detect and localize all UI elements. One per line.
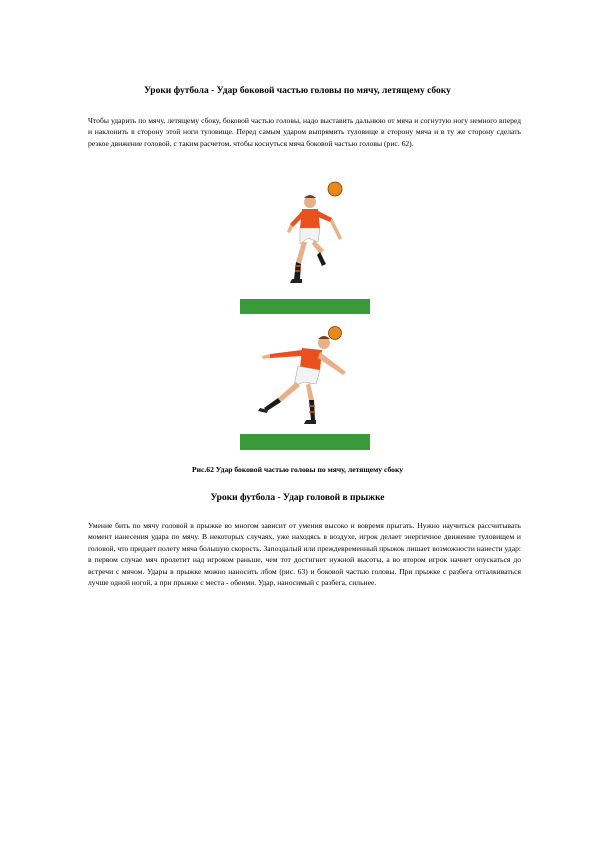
ball — [328, 182, 342, 196]
player-shirt — [300, 348, 322, 370]
article-paragraph: Умение бить по мячу головой в прыжке во многом зависит от умения высоко и вовремя прыгать. Нужно научиться рассчитывать момент нанесения удара по мячу. В некоторых случаях, уже находясь в воздухе, игрок делает энергичное движение туловищем и головой, что придает полету мяча большую скорость. Запоздалый или преждевременный прыжок лишает возможности нанести удар: в первом случае мяч пролетит над игроком раньше, чем тот достигнет нужной высоты, а во втором игрок начнет опускаться до встречи с мячом. Удары в прыжке можно наносить лбом (рис. 63) и боковой частью головы. При прыжке с разбега отталкиваться лучше одной ногой, а при прыжке с места - обеими. Удар, наносимый с разбега, сильнее. — [88, 521, 521, 588]
article-title: Уроки футбола - Удар боковой частью головы по мячу, летящему сбоку — [144, 86, 451, 96]
player-shorts — [300, 228, 320, 244]
article-title: Уроки футбола - Удар головой в прыжке — [210, 493, 385, 503]
lower-scene — [258, 327, 346, 425]
player-shirt — [300, 209, 320, 228]
upper-grass-strip — [240, 299, 370, 314]
article-paragraph: Чтобы ударить по мячу, летящему сбоку, боковой частью головы, надо выставить дальнюю от мяча и согнутую ногу немного вперед и наклонить в сторону этой ноги туловище. Перед самым ударом выпрямить туловище в сторону мяча и в ту же сторону сделать резкое движение головой, с таким расчетом, чтобы коснуться мяча боковой частью головы (рис. 62). — [88, 116, 521, 148]
figure-illustration — [240, 176, 370, 456]
ball — [329, 327, 342, 340]
upper-scene — [287, 182, 342, 283]
lower-grass-strip — [240, 434, 370, 450]
figure-caption: Рис.62 Удар боковой частью головы по мячу, летящему сбоку — [191, 465, 404, 474]
